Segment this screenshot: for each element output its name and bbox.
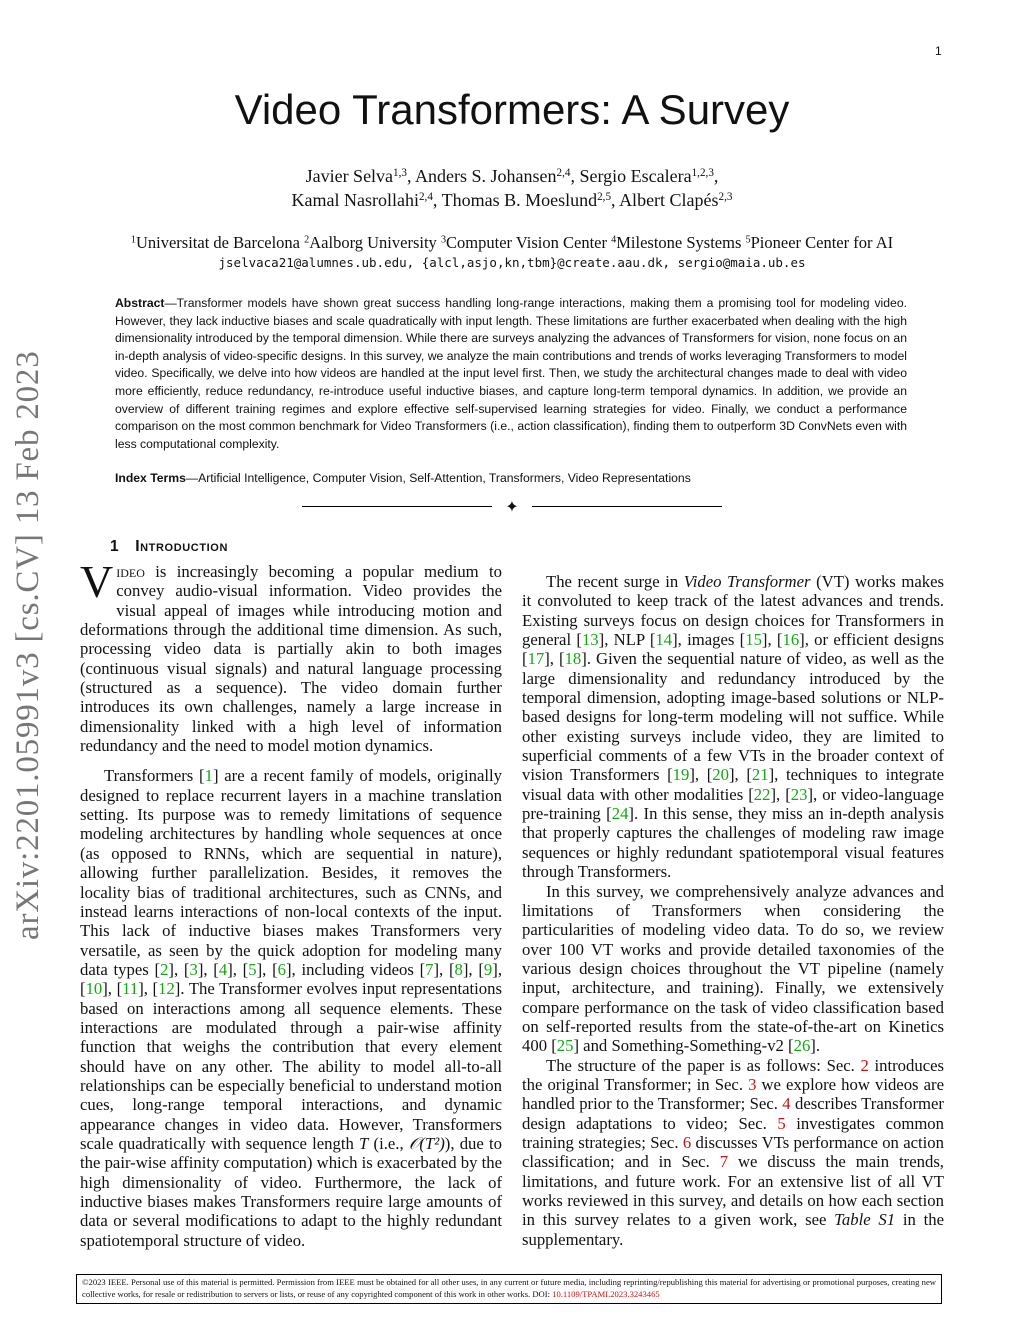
paragraph-text: (VT) works makes it convoluted to keep track of the latest advances and trends. Existing surveys focus on design choices for Transformers in general [ — [522, 572, 944, 650]
citation-separator: ], [ — [197, 959, 219, 979]
paragraph-text: The structure of the paper is as follows: Sec. — [546, 1055, 861, 1075]
citation-link[interactable]: 18 — [564, 649, 582, 669]
citation-link[interactable]: 21 — [751, 765, 769, 785]
author-name: Javier Selva — [305, 166, 394, 186]
paragraph-text: ] and Something-Something-v2 [ — [573, 1036, 794, 1056]
section-title: Introduction — [135, 538, 229, 555]
right-column — [522, 572, 944, 1249]
paragraph-text: introduces the original Transformer; in Sec. — [522, 1055, 945, 1094]
index-terms-text: —Artificial Intelligence, Computer Vision, Self-Attention, Transformers, Video Representations — [185, 471, 691, 485]
math-symbol: T — [359, 1133, 369, 1153]
paragraph-text: The recent surge in — [546, 572, 684, 591]
citation-separator: ], [ — [102, 979, 123, 999]
section-divider — [300, 498, 724, 516]
author-name: Anders S. Johansen — [415, 166, 557, 186]
author-name: Kamal Nasrollahi — [291, 190, 419, 210]
abstract — [115, 295, 907, 453]
page-number: 1 — [935, 44, 942, 58]
paragraph-text: discusses VTs performance on action classification; and in Sec. — [522, 1132, 944, 1172]
citation-separator: ], [ — [728, 765, 752, 785]
index-terms-label: Index Terms — [115, 471, 186, 485]
citation-link[interactable]: 19 — [672, 765, 690, 785]
italic-reference: Table S1 — [834, 1210, 896, 1230]
citation-link[interactable]: 5 — [248, 959, 257, 979]
intro-paragraph-3 — [522, 572, 944, 882]
affiliation-name: Universitat de Barcelona — [135, 233, 301, 252]
author-affiliation-marker: 2,4 — [556, 166, 571, 179]
author-affiliation-marker: 2,3 — [718, 190, 733, 203]
copyright-text: ©2023 IEEE. Personal use of this material is permitted. Permission from IEEE must be obtained for all other uses, in any current or future media, including reprinting/republishing this material for advertising or promotional purposes, creating new collective works, for resale or redistribution to servers or lists, or reuse of any copyrighted component of this work in other works. DOI: — [82, 1277, 936, 1300]
author-affiliation-marker: 2,4 — [418, 190, 433, 203]
section-link[interactable]: 7 — [719, 1152, 729, 1172]
paragraph-text: describes Transformer design adaptations to video; Sec. — [522, 1094, 944, 1133]
citation-link[interactable]: 6 — [277, 959, 286, 979]
citation-separator: ], [ — [544, 649, 565, 669]
citation-link[interactable]: 15 — [745, 630, 762, 650]
citation-link[interactable]: 22 — [753, 784, 771, 804]
citation-link[interactable]: 8 — [454, 959, 463, 979]
drop-cap: V — [80, 556, 114, 607]
paragraph-text: ]. — [810, 1036, 821, 1056]
citation-separator: ], [ — [168, 959, 190, 979]
citation-link[interactable]: 13 — [581, 630, 599, 650]
section-link[interactable]: 2 — [860, 1055, 869, 1075]
paragraph-text: In this survey, we comprehensively analyze advances and limitations of Transformers when considering the particularities of modeling video data. To do so, we review over 100 VT works and provide detailed taxonomies of the various design choices throughout the VT pipeline (namely input, architecture, and training). Finally, we extensively compare performance on the task of video classification based on self-reported results from the state-of-the-art on Kinetics 400 [ — [522, 881, 944, 1056]
citation-link[interactable]: 17 — [527, 649, 545, 669]
left-column — [80, 556, 502, 1250]
affiliation-marker: 4 — [611, 234, 617, 246]
author-affiliation-marker: 2,5 — [597, 190, 612, 203]
citation-link[interactable]: 3 — [189, 959, 198, 979]
citation-link[interactable]: 12 — [158, 979, 175, 999]
intro-paragraph-5 — [522, 1056, 944, 1249]
section-link[interactable]: 6 — [682, 1132, 692, 1152]
citation-link[interactable]: 1 — [204, 766, 213, 786]
citation-separator: ], [ — [256, 959, 278, 979]
copyright-notice — [76, 1274, 942, 1304]
citation-separator: ], [ — [462, 959, 484, 979]
section-link[interactable]: 3 — [748, 1074, 757, 1094]
divider-line-right — [532, 506, 722, 507]
paragraph-text: ]. Given the sequential nature of video, as well as the large dimensionality and redundancy introduced by the temporal dimension, adopting image-based solutions or NLP-based designs for long-term modeling will not suffice. While other existing surveys include video, they are limited to superficial comments of a few VTs in the broader context of vision Transformers [ — [522, 649, 944, 785]
divider-line-left — [302, 506, 492, 507]
paper-title: Video Transformers: A Survey — [234, 86, 790, 133]
section-link[interactable]: 5 — [777, 1113, 786, 1133]
small-caps-word: ideo — [116, 562, 145, 581]
citation-link[interactable]: 14 — [655, 630, 673, 650]
paragraph-text: we discuss the main trends, limitations, and future work. For an extensive list of all VT works reviewed in this survey, and details on how each section in this survey relates to a given work, see — [522, 1152, 944, 1230]
paragraph-text: ], techniques to integrate visual data with other modalities [ — [522, 765, 944, 804]
affiliation-marker: 2 — [304, 234, 310, 246]
citation-link[interactable]: 10 — [85, 979, 103, 999]
affiliation-marker: 1 — [130, 234, 136, 246]
affiliation-marker: 5 — [745, 234, 751, 246]
citation-separator: ], [ — [227, 959, 249, 979]
citation-separator: ], [ — [433, 959, 455, 979]
affiliation-marker: 3 — [440, 234, 447, 246]
author-name: Albert Clapés — [619, 190, 719, 210]
section-number: 1 — [110, 538, 120, 555]
citation-separator: ], [ — [80, 959, 502, 999]
divider-ornament-icon: ✦ — [505, 497, 519, 516]
citation-separator: ], [ — [138, 979, 159, 999]
index-terms — [115, 470, 907, 487]
author-affiliation-marker: 1,3 — [393, 166, 407, 179]
author-list: Javier Selva$^{1,3}$, Anders S. Johansen$^{2,4}$, Sergio Escalera$^{1,2,3}$, Kamal Nasrollahi$^{2,4}$, Thomas B. Moeslund$^{2,5}$, Albert Clapés$^{2,3}$ — [291, 166, 733, 210]
author-emails: jselvaca21@alumnes.ub.edu, {alcl,asjo,kn,tbm}@create.aau.dk, sergio@maia.ub.es — [218, 255, 806, 270]
intro-paragraph-2 — [80, 766, 502, 1250]
citation-link[interactable]: 20 — [712, 765, 729, 785]
paragraph-text: (i.e., — [368, 1133, 409, 1153]
abstract-text: —Transformer models have shown great success handling long-range interactions, making them a promising tool for modeling video. However, they lack inductive biases and scale quadratically with input length. These limitations are further exacerbated when dealing with the high dimensionality introduced by the temporal dimension. While there are surveys analyzing the advances of Transformers for vision, none focus on an in-depth analysis of video-specific designs. In this survey, we analyze the main contributions and trends of works leveraging Transformers to model video. Specifically, we delve into how videos are handled at the input level first. Then, we study the architectural changes made to deal with video more efficiently, reduce redundancy, re-introduce useful inductive biases, and capture long-term temporal dynamics. In addition, we provide an overview of different training regimes and explore effective self-supervised learning strategies for video. Finally, we conduct a performance comparison on the most common benchmark for Video Transformers (i.e., action classification), finding them to outperform 3D ConvNets even with less computational complexity. — [115, 296, 907, 451]
citation-link[interactable]: 7 — [425, 959, 434, 979]
author-name: Thomas B. Moeslund — [441, 190, 598, 210]
citation-link[interactable]: 2 — [160, 959, 169, 979]
citation-link[interactable]: 24 — [611, 804, 629, 824]
affiliation-name: Pioneer Center for AI — [750, 233, 894, 252]
paragraph-text: ], or efficient designs [ — [522, 630, 944, 669]
paragraph-text: ] are a recent family of models, originally designed to replace recurrent layers in a machine translation setting. Its purpose was to remedy limitations of sequence modeling architectures by handling whole sequences at once (as opposed to RNNs, which are sequential in nature), allowing further parallelization. Besides, it removes the locality bias of traditional architectures, such as CNNs, and instead learns interactions of non-local contexts of the input. This lack of inductive biases makes Transformers very versatile, as seen by the quick adoption for modeling many data types [ — [80, 766, 502, 979]
paragraph-text: ], NLP [ — [598, 630, 656, 650]
math-expression: 𝒪(T²) — [408, 1133, 445, 1153]
paragraph-text: we explore how videos are handled prior to the Transformer; Sec. — [522, 1074, 944, 1114]
citation-link[interactable]: 25 — [556, 1036, 574, 1056]
citation-separator: ], [ — [689, 765, 713, 785]
paragraph-text: ], or video-language pre-training [ — [522, 784, 944, 824]
italic-term: Video Transformer — [683, 572, 811, 591]
paragraph-text: Transformers [ — [104, 766, 205, 786]
affiliation-list — [0, 232, 1024, 254]
author-name: Sergio Escalera — [579, 166, 692, 186]
paragraph-text: in the supplementary. — [522, 1210, 944, 1249]
affiliation-name: Aalborg University — [309, 233, 437, 252]
paragraph-text: ]. The Transformer evolves input representations based on interactions among all sequence elements. These interactions are modulated through a pair-wise affinity function that weighs the contribution that every element should have on any other. The ability to model all-to-all relationships can be especially beneficial to understand motion cues, long-range temporal interactions, and dynamic appearance changes in video data. However, Transformers scale quadratically with sequence length — [80, 979, 502, 1153]
citation-separator: ], [ — [770, 784, 791, 804]
paragraph-text: ]. In this sense, they miss an in-depth analysis that properly captures the challenges of modeling raw image sequences or highly redundant spatiotemporal visual features through Transformers. — [522, 804, 944, 882]
author-affiliation-marker: 1,2,3 — [691, 166, 714, 179]
section-heading-introduction — [110, 538, 228, 556]
citation-link[interactable]: 11 — [122, 979, 139, 999]
section-link[interactable]: 4 — [782, 1094, 791, 1114]
abstract-label: Abstract — [115, 296, 165, 310]
citation-link[interactable]: 23 — [790, 784, 808, 804]
intro-paragraph-4 — [522, 882, 944, 1056]
citation-separator: ], [ — [761, 630, 783, 650]
affiliation-name: Computer Vision Center — [446, 233, 607, 252]
citation-link[interactable]: 4 — [218, 959, 228, 979]
citation-link[interactable]: 9 — [483, 959, 493, 979]
citation-link[interactable]: 26 — [793, 1036, 811, 1056]
intro-paragraph-1 — [80, 556, 502, 756]
paragraph-text: investigates common training strategies; Sec. — [522, 1113, 944, 1152]
affiliation-name: Milestone Systems — [616, 233, 742, 252]
citation-link[interactable]: 16 — [782, 630, 800, 650]
paragraph-text: ], images [ — [672, 630, 746, 650]
paragraph-text: ], including videos [ — [285, 959, 426, 979]
doi-link[interactable]: 10.1109/TPAMI.2023.3243465 — [552, 1289, 660, 1300]
paragraph-text: ), due to the pair-wise affinity computation) which is exacerbated by the high dimensionality of video. Furthermore, the lack of inductive biases makes Transformers require large amounts of data or several modifications to adapt to the highly redundant spatiotemporal structure of video. — [80, 1133, 502, 1250]
paragraph-text: is increasingly becoming a popular medium to convey audio-visual information. Video provides the visual appeal of images while introducing motion and deformations through the additional time dimension. As such, processing video data is partially akin to both images (continuous visual signals) and natural language processing (structured as a sequence). The video domain further introduces its own challenges, namely a large increase in dimensionality linked with a high level of information redundancy and the need to model motion dynamics. — [80, 562, 502, 756]
arxiv-identifier-stamp[interactable]: arXiv:2201.05991v3 [cs.CV] 13 Feb 2023 — [10, 350, 46, 940]
